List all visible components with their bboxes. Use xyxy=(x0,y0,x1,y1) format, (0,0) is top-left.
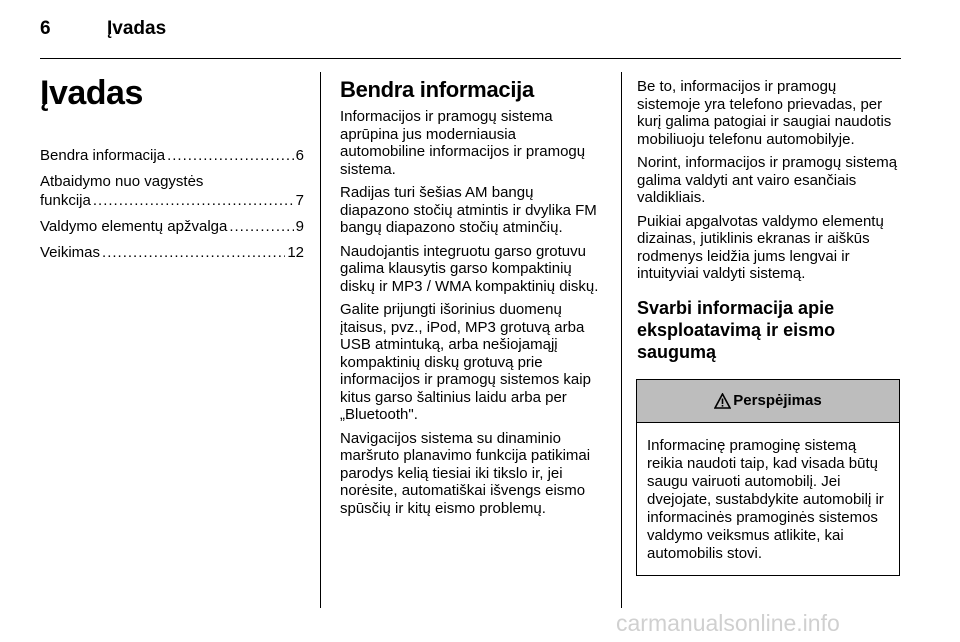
toc-entry-text: Bendra informacija xyxy=(40,147,166,164)
toc-entry-page: 6 xyxy=(295,147,304,164)
paragraph: Puikiai apgalvotas valdymo elementų dizainas, jutiklinis ekranas ir aiškūs rodmenys leidžia jums lengvai ir intuityviai valdyti sistemą. xyxy=(637,212,884,282)
column-title: Bendra informacija xyxy=(340,77,534,102)
general-info-column xyxy=(340,78,603,523)
warning-box xyxy=(636,379,900,576)
table-of-contents xyxy=(40,146,304,262)
warning-body: Informacinę pramoginę sistemą reikia naudoti taip, kad visada būtų saugu vairuoti automobilį. Jei dvejojate, sustabdykite automobilį ir informacinės pramoginės sistemos valdymo veiksmus atlikite, kai automobilis stovi. xyxy=(647,436,884,562)
paragraph: Norint, informacijos ir pramogų sistemą galima valdyti ant vairo esančiais valdikliais. xyxy=(637,154,898,206)
page-number: 6 xyxy=(40,18,51,39)
safety-column xyxy=(637,78,903,576)
toc-entry-valdymo-elementu[interactable] xyxy=(40,217,304,236)
paragraph: Informacijos ir pramogų sistema aprūpina jus moderniausia automobiline informacijos ir pramogų sistema. xyxy=(340,108,586,178)
watermark: carmanualsonline.info xyxy=(616,610,840,636)
toc-leader-dots xyxy=(102,243,285,262)
toc-entry-text: Valdymo elementų apžvalga xyxy=(40,218,228,235)
paragraph: Navigacijos sistema su dinaminio maršruto planavimo funkcija patikimai parodys kelią tiesiai iki tikslo ir, jei norėsite, automatiškai išvengs eismo spūsčių ir kitų eismo problemų. xyxy=(340,429,591,517)
toc-entry-text: Veikimas xyxy=(40,244,101,261)
toc-entry-veikimas[interactable] xyxy=(40,243,304,262)
toc-leader-dots xyxy=(167,146,294,165)
paragraph: Be to, informacijos ir pramogų sistemoje yra telefono prievadas, per kurį galima patogiai ir saugiai naudotis mobiliuoju telefonu automobilyje. xyxy=(637,78,892,148)
toc-entry-page: 9 xyxy=(295,218,304,235)
toc-entry-page: 12 xyxy=(287,244,304,261)
toc-leader-dots xyxy=(93,191,294,210)
paragraph: Radijas turi šešias AM bangų diapazono stočių atmintis ir dvylika FM bangų diapazono stočių atminčių. xyxy=(340,184,597,236)
toc-entry-page: 7 xyxy=(295,192,304,209)
paragraph: Galite prijungti išorinius duomenų įtaisus, pvz., iPod, MP3 grotuvą arba USB atmintuką, arba nešiojamąjį kompaktinių diskų grotuvą prie informacijos ir pramogų sistemos kaip kitus garso šaltinius laidu arba per „Bluetooth". xyxy=(340,301,591,423)
toc-entry-text-line1: Atbaidymo nuo vagystės xyxy=(40,173,204,190)
warning-header xyxy=(637,380,899,423)
toc-entry-bendra-informacija[interactable] xyxy=(40,146,304,165)
toc-entry-atbaidymo[interactable] xyxy=(40,172,304,210)
warning-triangle-icon xyxy=(714,393,731,409)
safety-subheading: Svarbi informacija apie eksploatavimą ir eismo saugumą xyxy=(637,297,836,362)
paragraph: Naudojantis integruotu garso grotuvu galima klausytis garso kompaktinių diskų ir MP3 / WMA kompaktinių diskų. xyxy=(340,242,599,295)
section-title: Įvadas xyxy=(40,74,143,112)
toc-leader-dots xyxy=(229,217,293,236)
running-header-title: Įvadas xyxy=(107,18,167,39)
warning-title: Perspėjimas xyxy=(733,392,822,409)
column-divider-2 xyxy=(621,72,622,608)
toc-entry-text: funkcija xyxy=(40,192,91,209)
column-divider-1 xyxy=(320,72,321,608)
toc-column xyxy=(40,73,304,269)
header-rule xyxy=(40,58,901,59)
